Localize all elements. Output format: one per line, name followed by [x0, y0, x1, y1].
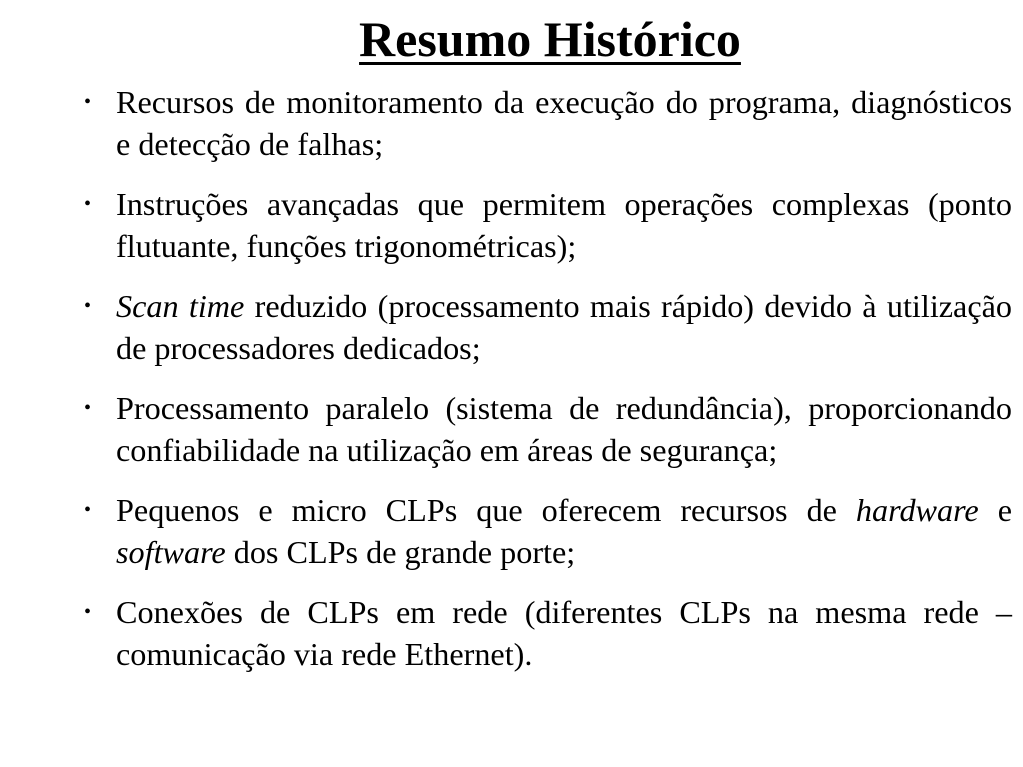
bullet-icon: •: [84, 601, 92, 623]
bullet-text: e: [978, 492, 1012, 528]
slide-title: Resumo Histórico: [359, 11, 741, 67]
bullet-item-parallel-processing: [76, 388, 1012, 471]
bullet-text: reduzido (processamento mais rápido) devido à utilização de processadores dedicados;: [116, 288, 1012, 366]
bullet-item-monitoring: [76, 82, 1012, 165]
bullet-text: Pequenos e micro CLPs que oferecem recursos de: [116, 492, 856, 528]
bullet-italic-term: hardware: [855, 492, 979, 528]
bullet-text: Instruções avançadas que permitem operações complexas (ponto flutuante, funções trigonométricas);: [116, 186, 1012, 264]
bullet-item-scan-time: [76, 286, 1012, 369]
bullet-italic-term: Scan time: [116, 288, 245, 324]
bullet-icon: •: [84, 397, 92, 419]
bullet-text: Recursos de monitoramento da execução do programa, diagnósticos e detecção de falhas;: [116, 84, 1012, 162]
bullet-item-network: [76, 592, 1012, 675]
bullet-text: dos CLPs de grande porte;: [225, 533, 576, 570]
bullet-item-micro-clps: [76, 490, 1012, 573]
bullet-list: [76, 82, 1012, 694]
bullet-item-advanced-instructions: [76, 184, 1012, 267]
bullet-text: Conexões de CLPs em rede (diferentes CLPs na mesma rede – comunicação via rede Ethernet).: [116, 594, 1012, 672]
bullet-icon: •: [84, 193, 92, 215]
bullet-italic-term: software: [116, 533, 226, 570]
bullet-icon: •: [84, 295, 92, 317]
bullet-icon: •: [84, 499, 92, 521]
bullet-icon: •: [84, 91, 92, 113]
bullet-text: Processamento paralelo (sistema de redundância), proporcionando confiabilidade na utilização em áreas de segurança;: [116, 390, 1012, 468]
